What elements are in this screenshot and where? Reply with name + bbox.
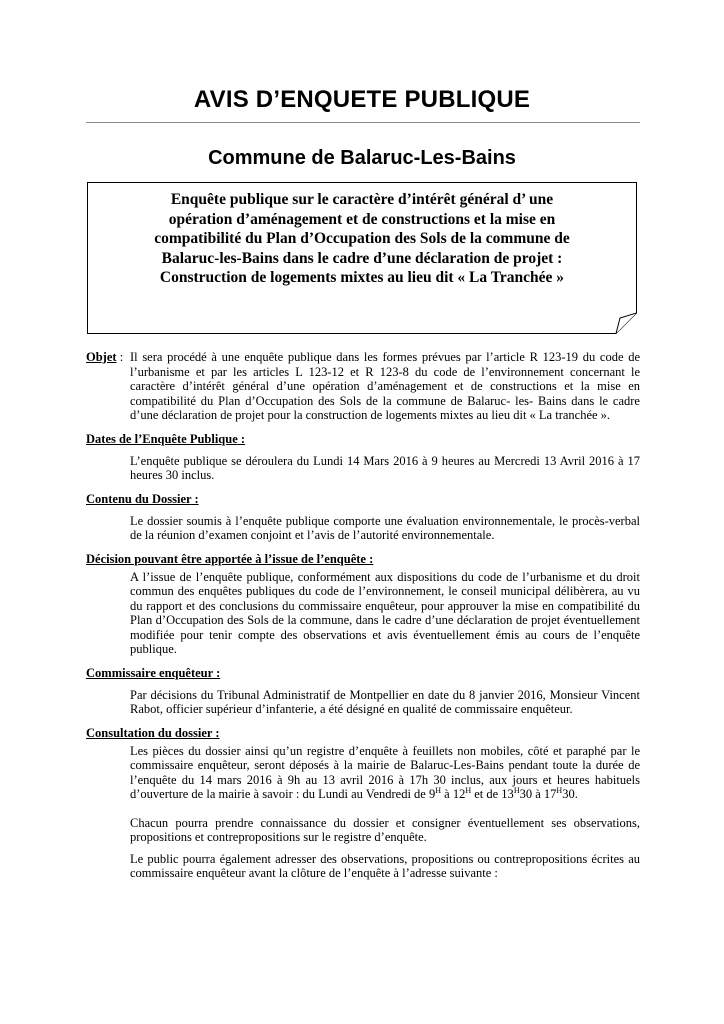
consultation-text-3: Le public pourra également adresser des observations, propositions ou contrepropositions écrites au commissaire enquêteur avant la clôture de l’enquête à l’adresse suivante : <box>130 851 640 880</box>
commune-heading: Commune de Balaruc-Les-Bains <box>208 147 516 169</box>
contenu-heading-colon: : <box>191 491 199 506</box>
subject-box <box>87 182 636 333</box>
objet-text: Il sera procédé à une enquête publique dans les formes prévues par l’article R 123-19 du code de l’urbanisme et par les articles L 123-12 et R 123-8 du code de l’environnement concernant le caractère d’intérêt général d’une opération d’aménagement et de constructions et la mise en compatibilité du Plan d’Occupation des Sols de la commune de Balaruc- les- Bains dans le cadre d’une déclaration de projet pour la construction de logements mixtes au lieu dit « La tranchée ». <box>130 350 640 422</box>
commissaire-heading <box>86 666 640 681</box>
decision-heading <box>86 552 640 567</box>
dates-heading <box>86 432 640 447</box>
commissaire-heading-text: Commissaire enquêteur <box>86 665 213 680</box>
objet-separator: : <box>116 350 124 364</box>
page-title: AVIS D’ENQUETE PUBLIQUE <box>193 86 531 113</box>
dates-heading-text: Dates de l’Enquête Publique <box>86 431 238 446</box>
contenu-heading-text: Contenu du Dossier <box>86 491 192 506</box>
subject-line: Balaruc-les-Bains dans le cadre d’une déclaration de projet : <box>161 249 563 267</box>
subject-line: compatibilité du Plan d’Occupation des Sols de la commune de <box>154 230 570 247</box>
document-body <box>86 350 640 881</box>
title-divider <box>86 122 640 123</box>
subject-line: Enquête publique sur le caractère d’intérêt général d’ une <box>170 191 554 208</box>
consultation-heading-colon: : <box>212 725 220 740</box>
contenu-text: Le dossier soumis à l’enquête publique comporte une évaluation environnementale, le procès-verbal de la réunion d’examen conjoint et l’avis de l’autorité environnementale. <box>130 513 640 542</box>
contenu-heading <box>86 492 640 507</box>
consultation-heading <box>86 726 640 741</box>
subject-text <box>107 190 617 288</box>
decision-heading-text: Décision pouvant être apportée à l’issue de l’enquête <box>86 551 366 566</box>
dates-text: L’enquête publique se déroulera du Lundi 14 Mars 2016 à 9 heures au Mercredi 13 Avril 2016 à 17 heures 30 inclus. <box>130 453 640 482</box>
decision-text: A l’issue de l’enquête publique, conformément aux dispositions du code de l’urbanisme et du droit commun des enquêtes publiques du code de l’environnement, le conseil municipal délibèrera, au vu du rapport et des conclusions du commissaire enquêteur, pour approuver la mise en compatibilité du Plan d’Occupation des Sols de la commune, dans le cadre d’une déclaration de projet éventuellement modifiée pour tenir compte des observations et avis éventuellement émis au cours de l’enquête publique. <box>130 569 640 656</box>
consultation-text-1: Les pièces du dossier ainsi qu’un registre d’enquête à feuillets non mobiles, côté et paraphé par le commissaire enquêteur, seront déposés à la mairie de Balaruc-Les-Bains pendant toute la durée de l’enquête du 14 mars 2016 à 9h au 13 avril 2016 à 17h 30 inclus, aux jours et heures habituels d’ouverture de la mairie à savoir : du Lundi au Vendredi de $9^H$ à $12^H$ et de $13^H30$ à $17^H30$. <box>130 743 640 801</box>
objet-label: Objet <box>86 350 117 364</box>
commissaire-text: Par décisions du Tribunal Administratif de Montpellier en date du 8 janvier 2016, Monsieur Vincent Rabot, officier supérieur d’infanterie, a été désigné en qualité de commissaire enquêteur. <box>130 687 640 716</box>
consultation-text-2: Chacun pourra prendre connaissance du dossier et consigner éventuellement ses observations, propositions et contrepropositions sur le registre d’enquête. <box>130 815 640 844</box>
subject-line: opération d’aménagement et de constructions et la mise en <box>168 210 556 228</box>
subject-line: Construction de logements mixtes au lieu dit « La Tranchée » <box>159 269 565 286</box>
decision-heading-colon: : <box>365 551 374 566</box>
commissaire-heading-colon: : <box>212 665 221 680</box>
dates-heading-colon: : <box>237 431 246 446</box>
objet-section <box>86 350 640 423</box>
consultation-heading-text: Consultation du dossier <box>86 725 213 740</box>
